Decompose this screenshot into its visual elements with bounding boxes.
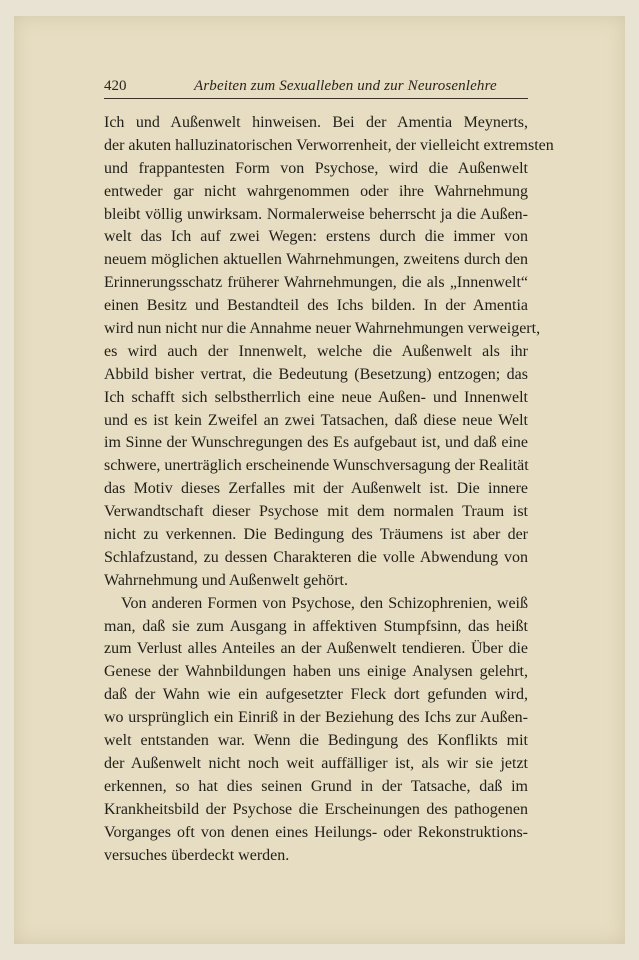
text-line: schwere, unerträglich erscheinende Wunschversagung der Realität (104, 457, 529, 475)
text-line: Ich schafft sich selbstherrlich eine neue Außen- und Innenwelt (104, 388, 528, 406)
text-line: Verwandtschaft dieser Psychose mit dem normalen Traum ist (104, 503, 528, 521)
text-line: und es ist kein Zweifel an zwei Tatsachen, daß diese neue Welt (104, 411, 528, 429)
text-line: wird nun nicht nur die Annahme neuer Wahrnehmungen verweigert, (104, 320, 541, 338)
text-line: entweder gar nicht wahrgenommen oder ihre Wahrnehmung (104, 182, 528, 200)
paragraph-1 (104, 112, 554, 593)
text-line: Erinnerungsschatz früherer Wahrnehmungen, die als „Innenwelt“ (104, 274, 528, 292)
header-rule (104, 98, 528, 99)
text-line: es wird auch der Innenwelt, welche die Außenwelt als ihr (104, 342, 528, 360)
page-number: 420 (104, 78, 127, 94)
page-header (104, 78, 528, 100)
text-line: welt entstanden war. Wenn die Bedingung des Konflikts mit (104, 732, 528, 750)
text-line: daß der Wahn wie ein aufgesetzter Fleck dort gefunden wird, (104, 686, 528, 704)
text-line: der akuten halluzinatorischen Verworrenheit, der vielleicht extremsten (104, 136, 554, 154)
text-line: Genese der Wahnbildungen haben uns einige Analysen gelehrt, (104, 663, 528, 681)
text-line: versuches überdeckt werden. (104, 846, 290, 864)
text-line: Krankheitsbild der Psychose die Erscheinungen des pathogenen (104, 800, 528, 818)
body-text (104, 112, 554, 867)
text-line: neuem möglichen aktuellen Wahrnehmungen, zweitens durch den (104, 251, 528, 269)
text-line: bleibt völlig unwirksam. Normalerweise beherrscht ja die Außen- (104, 205, 528, 223)
text-line: Vorganges oft von denen eines Heilungs- oder Rekonstruktions- (104, 823, 528, 841)
paragraph-2 (104, 593, 528, 868)
text-line: Schlafzustand, zu dessen Charakteren die volle Abwendung von (104, 548, 528, 566)
text-line: der Außenwelt nicht noch weit auffälliger ist, als wir sie jetzt (104, 754, 528, 772)
text-line: im Sinne der Wunschregungen des Es aufgebaut ist, und daß eine (104, 434, 528, 452)
text-line: nicht zu verkennen. Die Bedingung des Träumens ist aber der (104, 526, 528, 544)
text-line: und frappantesten Form von Psychose, wird die Außenwelt (104, 159, 528, 177)
text-line: Von anderen Formen von Psychose, den Schizophrenien, weiß (121, 594, 528, 612)
text-line: welt das Ich auf zwei Wegen: erstens durch die immer von (104, 228, 528, 246)
text-line: wo ursprünglich ein Einriß in der Beziehung des Ichs zur Außen- (104, 709, 528, 727)
text-line: Ich und Außenwelt hinweisen. Bei der Amentia Meynerts, (104, 114, 528, 131)
text-line: Abbild bisher vertrat, die Bedeutung (Besetzung) entzogen; das (104, 365, 528, 383)
text-line: erkennen, so hat dies seinen Grund in der Tatsache, daß im (104, 777, 528, 795)
running-title: Arbeiten zum Sexualleben und zur Neurosenlehre (194, 78, 497, 94)
text-line: man, daß sie zum Ausgang in affektiven Stumpfsinn, das heißt (104, 617, 528, 635)
text-line: zum Verlust alles Anteiles an der Außenwelt tendieren. Über die (104, 640, 528, 658)
text-line: Wahrnehmung und Außenwelt gehört. (104, 571, 348, 589)
text-line: einen Besitz und Bestandteil des Ichs bilden. In der Amentia (104, 297, 528, 315)
text-line: das Motiv dieses Zerfalles mit der Außenwelt ist. Die innere (104, 480, 528, 498)
